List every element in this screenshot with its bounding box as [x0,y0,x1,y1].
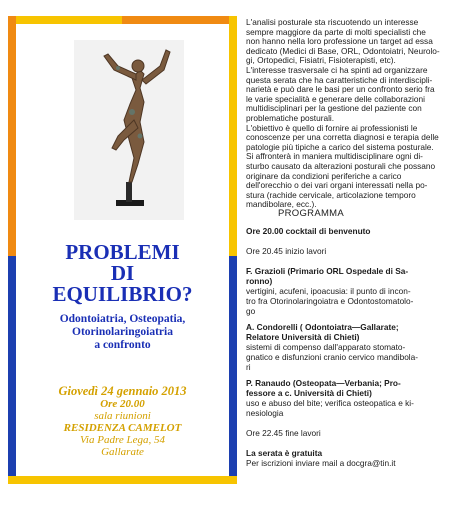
intro-line: conoscenze per una corretta diagnosi e terapia delle [246,132,439,143]
intro-line: dedicato (Medici di Base, ORL, Odontoiatri, Neurolo- [246,45,440,56]
speaker-line: P. Ranaudo (Osteopata—Verbania; Pro- [246,378,401,388]
intro-line: L'obiettivo è quello di fornire ai professionisti le [246,122,418,133]
program-start [246,246,468,256]
flyer-subtitle [16,313,229,352]
speaker-line: fessore a c. Università di Chieti) [246,388,372,398]
program-end [246,428,468,438]
topic-line: go [246,306,256,316]
intro-line: le varie specialità e generare delle collaborazioni [246,93,425,104]
intro-line: questa serata che ha caratteristiche di interdiscipli- [246,74,433,85]
intro-line: L'analisi posturale sta riscuotendo un interesse [246,17,419,27]
start-line: Ore 20.45 inizio lavori [246,246,327,256]
event-room: sala riunioni [94,410,151,422]
program-speaker-1 [246,266,468,316]
intro-line: problematiche posturali. [246,112,335,123]
top-orange-bar [122,16,232,24]
topic-line: sistemi di compenso dall'apparato stomato- [246,342,406,352]
topic-line: vertigini, acufeni, ipoacusia: il punto di incon- [246,286,411,296]
end-line: Ore 22.45 fine lavori [246,428,321,438]
event-date: Giovedì 24 gennaio 2013 [58,384,187,398]
speaker-line: Relatore Università di Chieti) [246,332,360,342]
event-time: Ore 20.00 [100,398,145,410]
intro-line: narietà e può dare le basi per un confronto serio fra [246,84,435,95]
intro-line: dell'orecchio o dei vari organi interessati nella po- [246,180,428,191]
event-venue: RESIDENZA CAMELOT [63,422,182,434]
flyer-left-panel [16,24,229,476]
divider-blue-bar [229,256,237,480]
intro-line: sempre maggiore da parte di molti specialisti che [246,26,426,37]
sculpture-image [74,40,184,220]
topic-line: ri [246,362,251,372]
intro-line: Si affronterà in maniera multidisciplinare ogni di- [246,151,423,162]
speaker-line: F. Grazioli (Primario ORL Ospedale di Sa- [246,266,409,276]
top-yellow-bar [8,16,122,24]
intro-line: mandibolare, ecc.). [246,199,317,210]
left-orange-bar [8,16,16,256]
intro-line: non hanno nella loro professione un target ad essa [246,36,433,47]
intro-line: L'interesse trasversale ci ha spinti ad organizzare [246,64,428,75]
divider-yellow-bar [229,16,237,256]
cocktail-line: Ore 20.00 cocktail di benvenuto [246,226,371,236]
free-line: La serata è gratuita [246,448,323,458]
intro-line: multidisciplinari per la gestione del paziente con [246,103,422,114]
topic-line: nesiologia [246,408,284,418]
flyer-title [16,242,229,305]
intro-line: originare da condizioni periferiche a carico [246,170,402,181]
speaker-line: A. Condorelli ( Odontoiatra—Gallarate; [246,322,399,332]
title-line: DI [110,261,135,285]
intro-line: stura (rachide cervicale, articolazione temporo [246,189,416,200]
program-cocktail [246,226,468,236]
intro-line: sturbo causato da alterazioni posturali che possano [246,160,436,171]
program-speaker-3 [246,378,468,418]
intro-paragraph [246,18,468,210]
speaker-line: ronno) [246,276,273,286]
title-line: PROBLEMI [65,240,180,264]
intro-line: gi, Ortopedici, Fisiatri, Fisioterapisti, etc). [246,55,396,66]
event-city: Gallarate [101,446,144,458]
programma-heading: PROGRAMMA [278,208,345,219]
subtitle-line: Otorinolaringoiatria [72,326,173,338]
subtitle-line: a confronto [94,339,151,351]
intro-line: patologie più tipiche a carico del sistema posturale. [246,141,434,152]
signup-line: Per iscrizioni inviare mail a docgra@tin.it [246,458,396,468]
topic-line: gnatico e disfunzioni cranio cervico mandibola- [246,352,419,362]
program-footer [246,448,468,468]
topic-line: uso e abuso del bite; verifica osteopatica e ki- [246,398,414,408]
title-line: EQUILIBRIO? [52,282,193,306]
subtitle-line: Odontoiatria, Osteopatia, [59,313,186,325]
program-speaker-2 [246,322,468,372]
event-street: Via Padre Lega, 54 [80,434,165,446]
event-details [16,384,229,458]
topic-line: tro fra Otorinolaringoiatra e Odontostomatolo- [246,296,414,306]
left-blue-bar [8,256,16,480]
bottom-yellow-bar [8,476,237,484]
